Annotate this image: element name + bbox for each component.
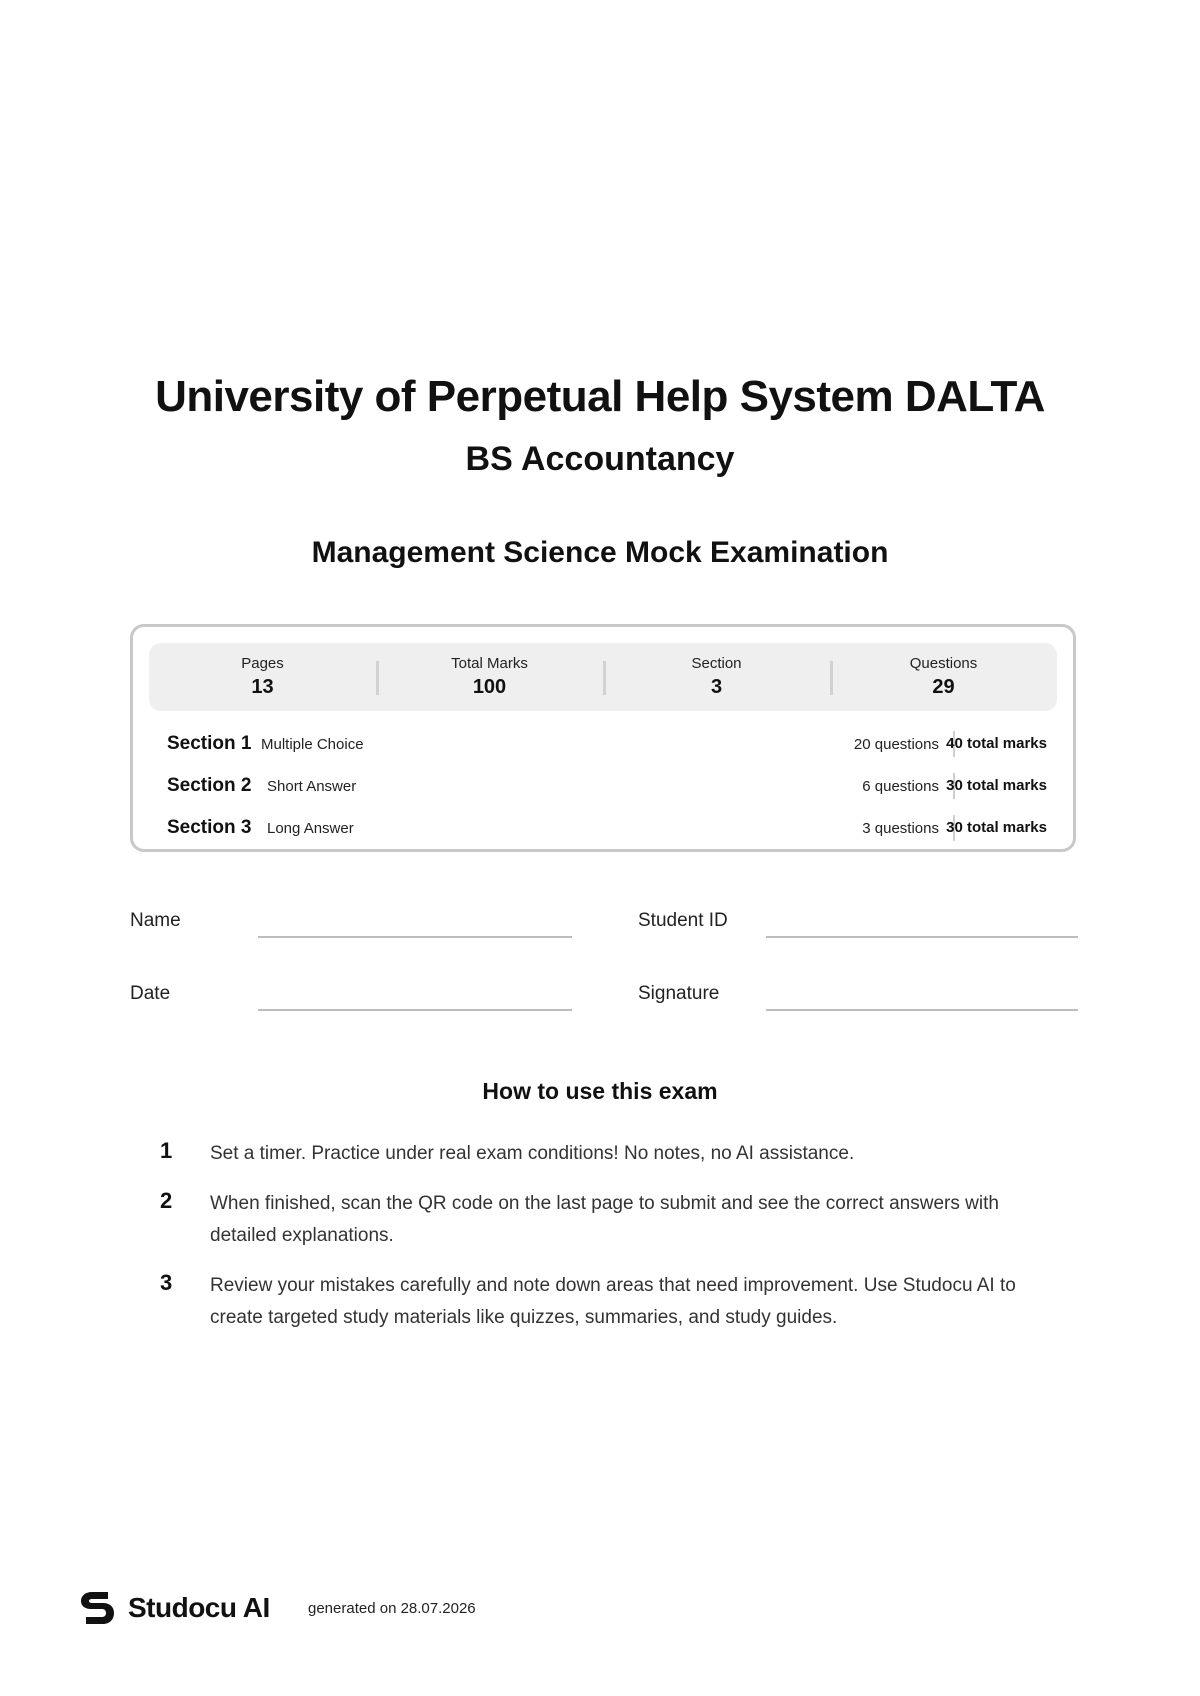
footer-brand: Studocu AI [128, 1592, 270, 1623]
stat-value: 3 [710, 676, 723, 698]
section-row-3 [167, 817, 1047, 843]
section-name: Section 3 [167, 817, 252, 838]
stat-section [603, 643, 830, 711]
exam-summary-card [130, 624, 1076, 852]
stat-label: Questions [909, 655, 978, 672]
stat-total-marks [376, 643, 603, 711]
section-type: Short Answer [267, 778, 357, 795]
stat-pages [149, 643, 376, 711]
stat-label: Pages [241, 655, 284, 672]
stat-value: 29 [932, 676, 955, 698]
stat-label: Total Marks [451, 655, 528, 672]
student-id-label: Student ID [638, 910, 728, 931]
step-text: Set a timer. Practice under real exam conditions! No notes, no AI assistance. [210, 1143, 855, 1164]
section-marks: 30 total marks [946, 777, 1047, 794]
section-marks: 30 total marks [946, 819, 1047, 836]
howto-title: How to use this exam [482, 1078, 718, 1104]
name-field[interactable] [258, 936, 572, 938]
signature-label: Signature [638, 983, 720, 1004]
section-row-1 [167, 733, 1047, 759]
studocu-logo-icon [78, 1588, 116, 1628]
student-id-field[interactable] [766, 936, 1078, 938]
generated-date: generated on 28.07.2026 [308, 1600, 476, 1617]
stats-bar [149, 643, 1057, 711]
step-number: 1 [160, 1138, 173, 1163]
date-label: Date [130, 983, 171, 1004]
stat-questions [830, 643, 1057, 711]
stat-label: Section [691, 655, 742, 672]
step-number: 3 [160, 1270, 173, 1295]
exam-title: Management Science Mock Examination [311, 536, 889, 569]
section-name: Section 1 [167, 733, 252, 754]
name-label: Name [130, 910, 181, 931]
stat-value: 100 [472, 676, 507, 698]
section-question-count: 3 questions [862, 820, 939, 837]
step-text: Review your mistakes carefully and note down areas that need improvement. Use Studocu AI to create targeted study materials like quizzes, summaries, and study guides. [210, 1275, 1016, 1328]
section-row-2 [167, 775, 1047, 801]
step-number: 2 [160, 1188, 173, 1213]
section-type: Multiple Choice [261, 736, 364, 753]
program-name: BS Accountancy [465, 440, 735, 478]
section-question-count: 20 questions [853, 736, 939, 753]
step-text: When finished, scan the QR code on the last page to submit and see the correct answers with detailed explanations. [210, 1193, 999, 1246]
date-field[interactable] [258, 1009, 572, 1011]
section-question-count: 6 questions [862, 778, 939, 795]
university-name: University of Perpetual Help System DALTA [155, 372, 1045, 421]
section-type: Long Answer [267, 820, 354, 837]
section-marks: 40 total marks [946, 735, 1047, 752]
stat-value: 13 [251, 676, 274, 698]
signature-field[interactable] [766, 1009, 1078, 1011]
section-name: Section 2 [167, 775, 252, 796]
